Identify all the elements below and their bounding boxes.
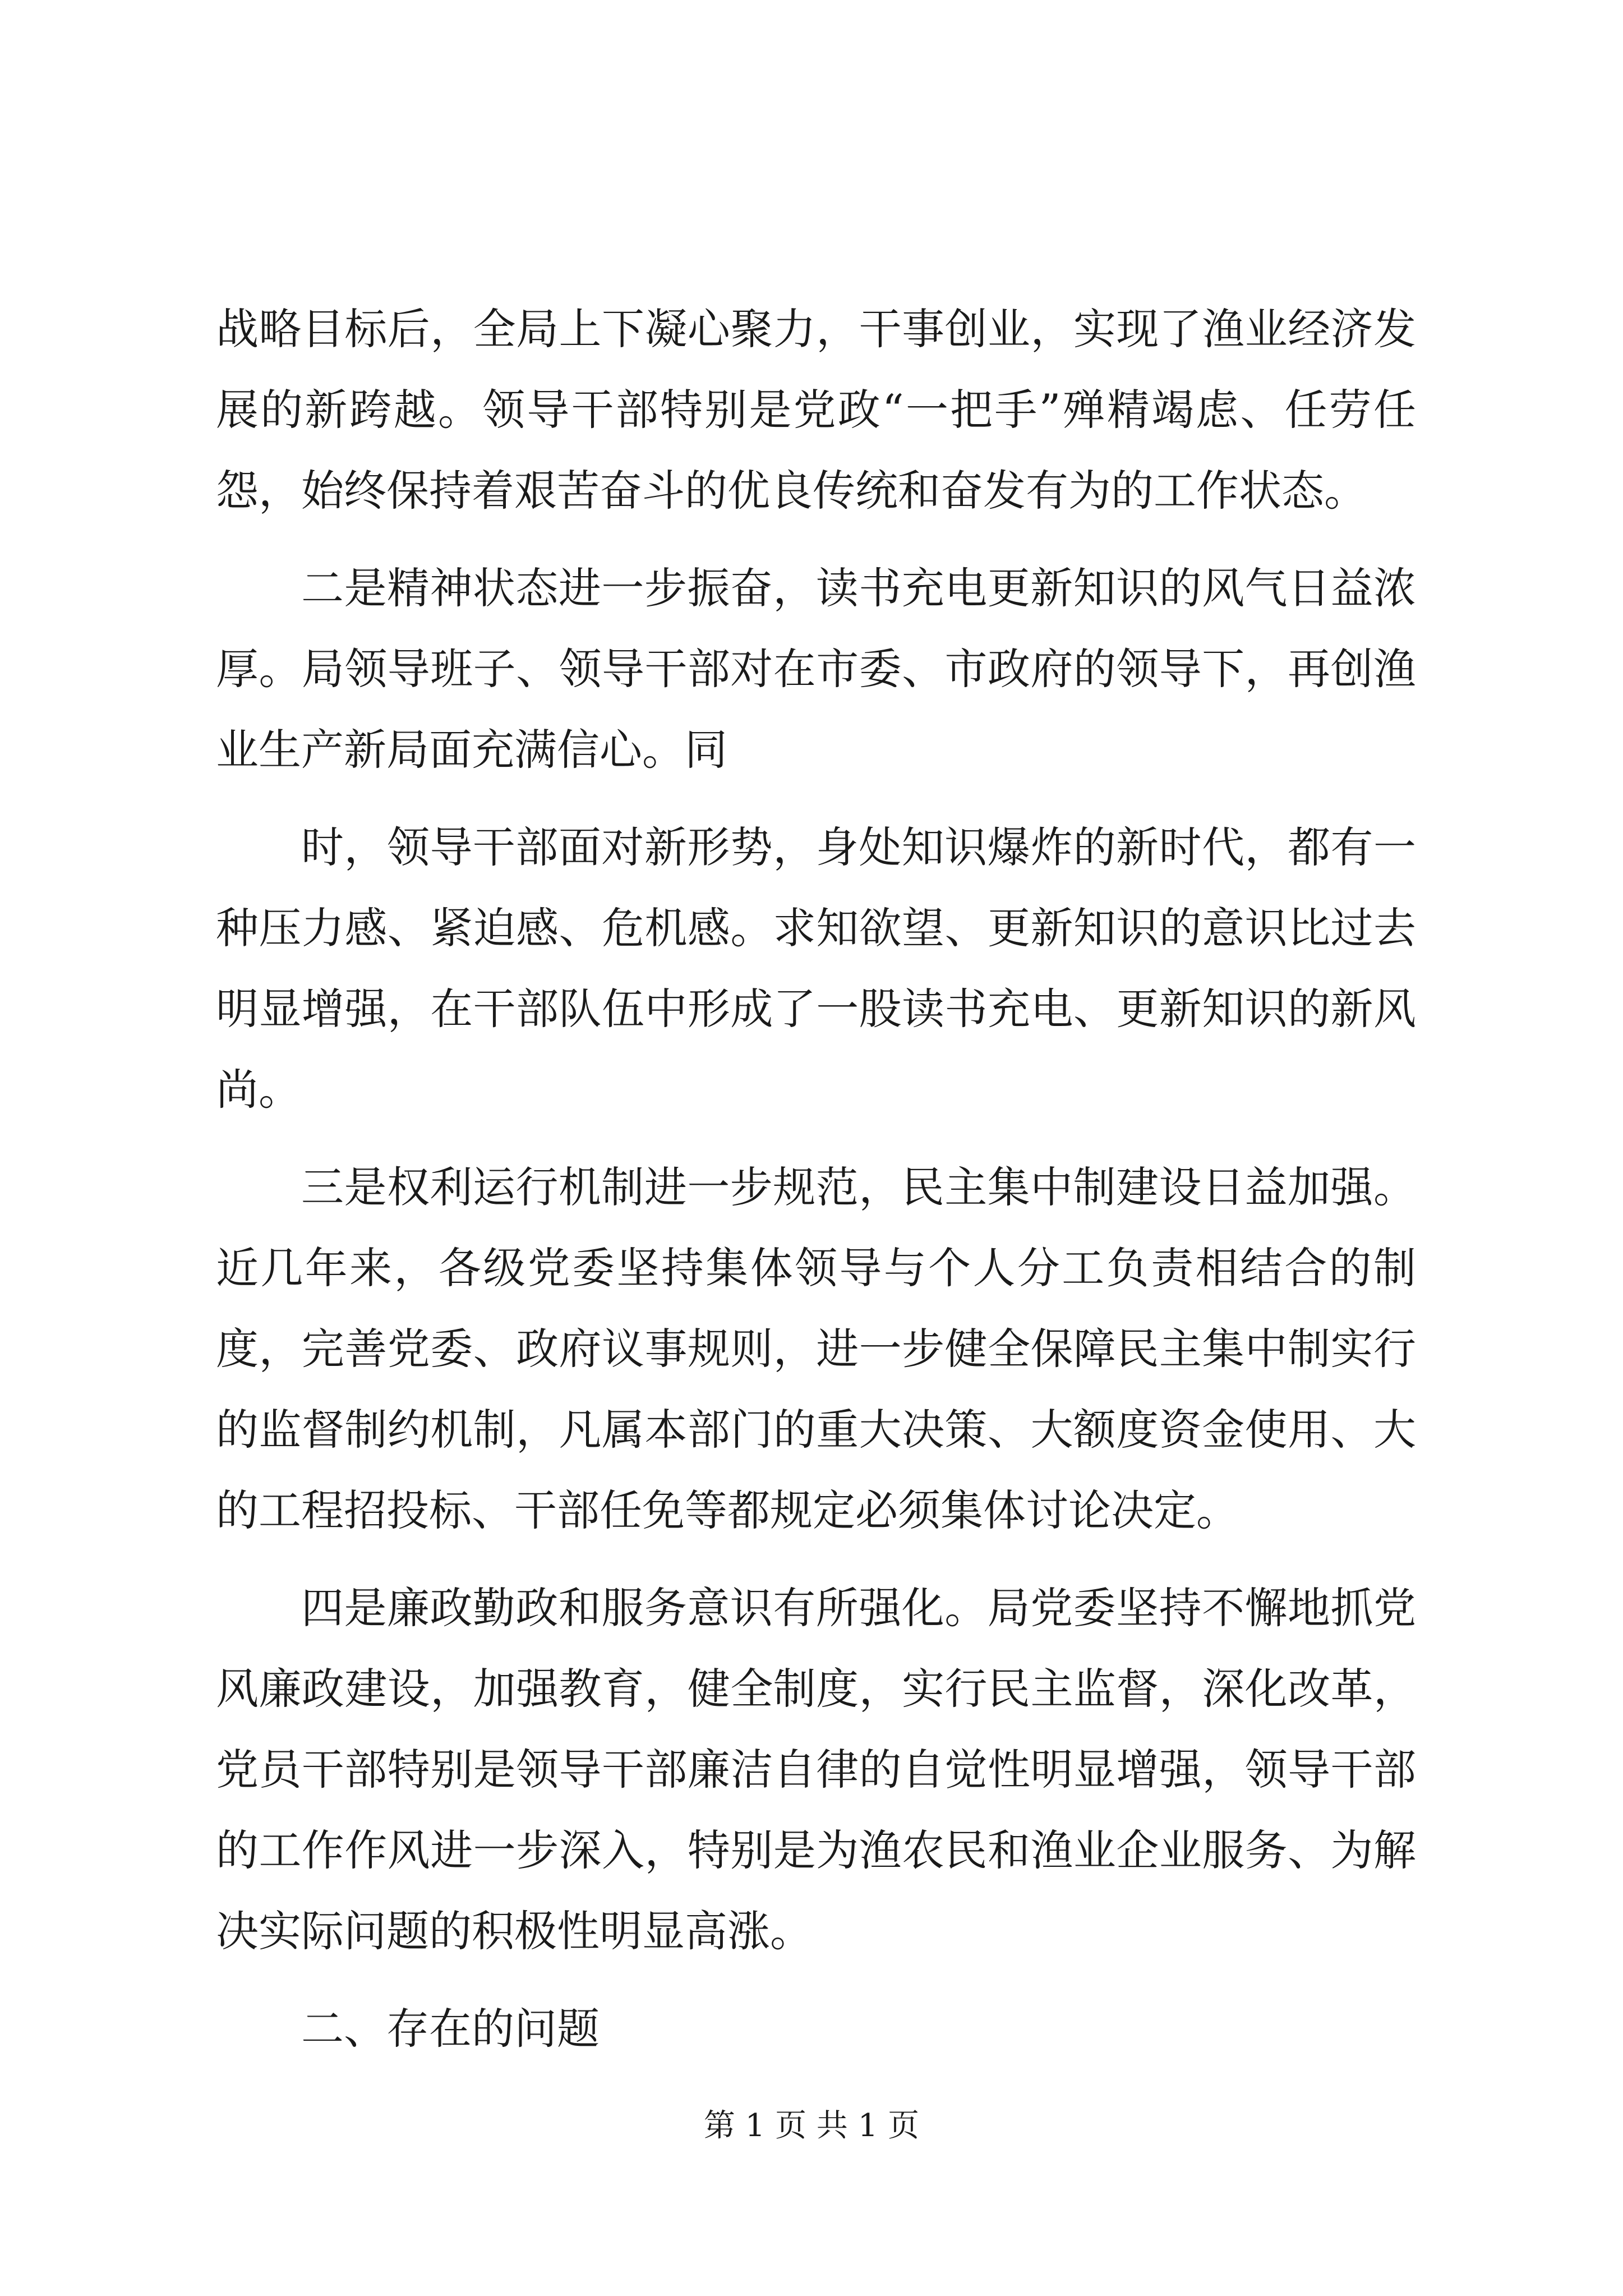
document-body bbox=[216, 289, 1416, 2069]
page-footer: 第 1 页 共 1 页 bbox=[703, 2108, 920, 2144]
paragraph-integrity: 四是廉政勤政和服务意识有所强化。局党委坚持不懈地抓党风廉政建设，加强教育，健全制度，实行民主监督，深化改革，党员干部特别是领导干部廉洁自律的自觉性明显增强，领导干部的工作作风进一步深入，特别是为渔农民和渔业企业服务、为解决实际问题的积极性明显高涨。 bbox=[216, 1583, 1416, 1956]
paragraph-continuation: 战略目标后，全局上下凝心聚力，干事创业，实现了渔业经济发展的新跨越。领导干部特别是党政“一把手”殚精竭虑、任劳任怨，始终保持着艰苦奋斗的优良传统和奋发有为的工作状态。 bbox=[216, 304, 1416, 516]
paragraph-power-mechanism: 三是权利运行机制进一步规范，民主集中制建设日益加强。近几年来，各级党委坚持集体领导与个人分工负责相结合的制度，完善党委、政府议事规则，进一步健全保障民主集中制实行的监督制约机制，凡属本部门的重大决策、大额度资金使用、大的工程招投标、干部任免等都规定必须集体讨论决定。 bbox=[216, 1162, 1416, 1535]
section-heading-problems: 二、存在的问题 bbox=[301, 2004, 600, 2054]
paragraph-spirit: 二是精神状态进一步振奋，读书充电更新知识的风气日益浓厚。局领导班子、领导干部对在市委、市政府的领导下，再创渔业生产新局面充满信心。同 bbox=[216, 563, 1416, 775]
paragraph-spirit-continued: 时，领导干部面对新形势，身处知识爆炸的新时代，都有一种压力感、紧迫感、危机感。求知欲望、更新知识的意识比过去明显增强，在干部队伍中形成了一股读书充电、更新知识的新风尚。 bbox=[216, 822, 1416, 1115]
